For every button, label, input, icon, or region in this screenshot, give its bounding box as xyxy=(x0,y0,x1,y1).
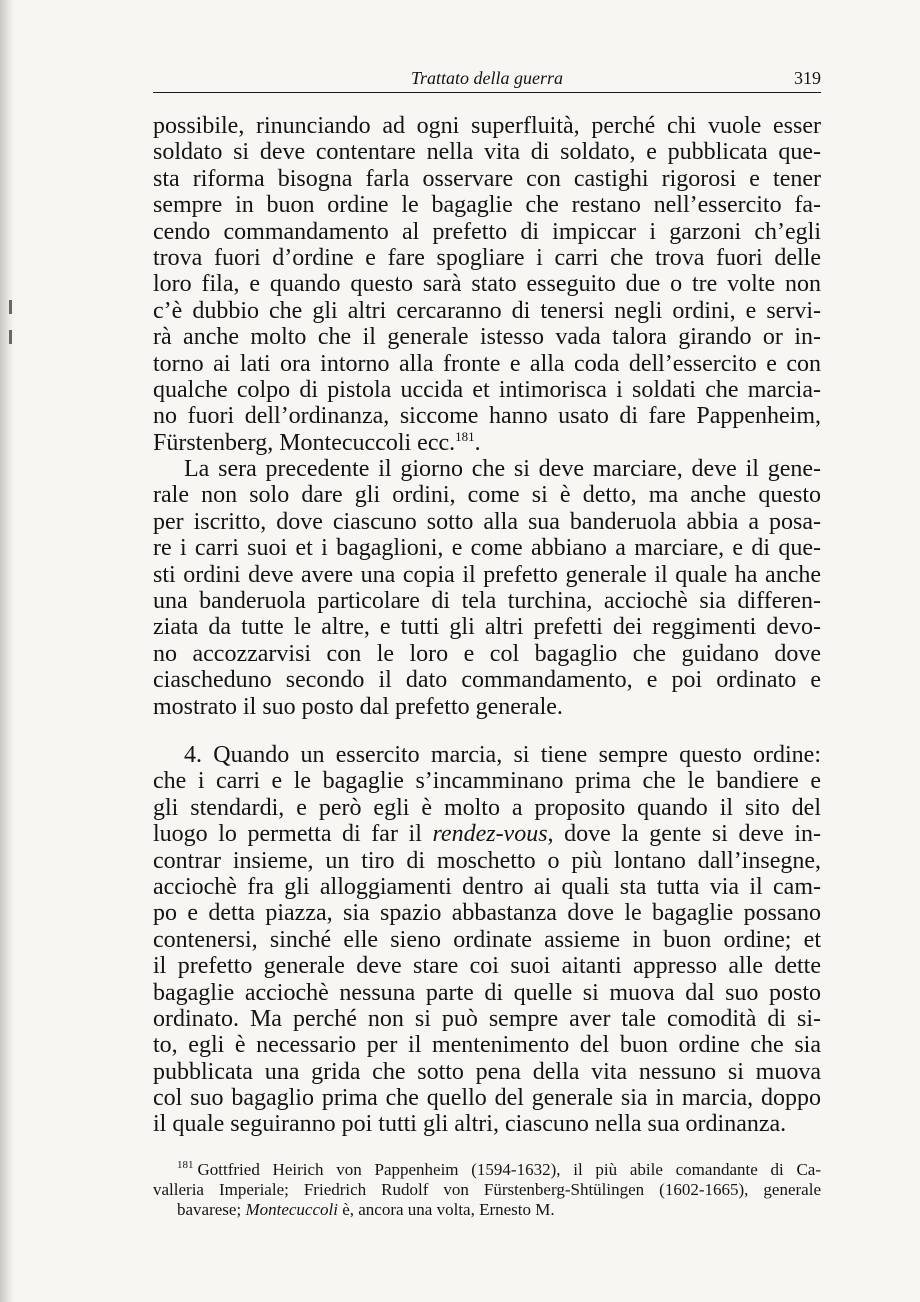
text-line: che i carri e le bagaglie s’incamminano prima che le bandiere e xyxy=(153,768,821,795)
text-line: rà anche molto che il generale istesso vada talora girando or in- xyxy=(153,324,821,351)
footnote-line xyxy=(153,1160,821,1180)
text-line: cendo commandamento al prefetto di impiccar i garzoni ch’egli xyxy=(153,218,821,245)
page-edge-shadow xyxy=(0,0,14,1302)
text-line: il quale seguiranno poi tutti gli altri, ciascuno nella sua ordinanza. xyxy=(153,1111,787,1138)
text-line xyxy=(153,430,821,456)
footnote-block xyxy=(153,1160,821,1219)
italic-term: rendez-vous xyxy=(432,821,548,848)
text-line: sta riforma bisogna farla osservare con castighi rigorosi e tener xyxy=(153,165,821,192)
italic-term: Montecuccoli xyxy=(245,1199,338,1219)
text-line: La sera precedente il giorno che si deve marciare, deve il gene- xyxy=(184,456,821,483)
text-line: soldato si deve contentare nella vita di soldato, e pubblicata que- xyxy=(153,139,821,166)
text-line: ziata da tutte le altre, e tutti gli altri prefetti dei reggimenti devo- xyxy=(153,614,821,641)
text-line: per iscritto, dove ciascuno sotto alla sua banderuola abbia a posa- xyxy=(153,508,821,535)
text-line: ciascheduno secondo il dato commandamento, e poi ordinato e xyxy=(153,667,821,694)
text-line: possibile, rinunciando ad ogni superfluità, perché chi vuole esser xyxy=(153,113,821,139)
footnote-reference: 181 xyxy=(455,428,475,444)
text-line: acciochè fra gli alloggiamenti dentro ai quali sta tutta via il cam- xyxy=(153,873,821,900)
text-line: pubblicata una grida che sotto pena della vita nessuno si muova xyxy=(153,1058,821,1085)
text-line: to, egli è necessario per il mentenimento del buon ordine che sia xyxy=(153,1032,821,1059)
text-fragment: bavarese; xyxy=(177,1199,246,1219)
text-fragment: è, ancora una volta, Ernesto M. xyxy=(337,1199,555,1219)
margin-speck xyxy=(9,330,12,344)
text-line: bagaglie acciochè nessuna parte di quelle si muova dal suo posto xyxy=(153,979,821,1006)
text-line: loro fila, e quando questo sarà stato esseguito due o tre volte non xyxy=(153,271,821,298)
paragraph xyxy=(153,456,821,720)
text-line xyxy=(153,821,821,847)
text-line: contrar insieme, un tiro di moschetto o più lontano dall’insegne, xyxy=(153,847,821,874)
text-line: una banderuola particolare di tela turchina, acciochè sia differen- xyxy=(153,588,821,615)
text-line: po e detta piazza, sia spazio abbastanza dove le bagaglie possano xyxy=(153,900,821,927)
text-line: sempre in buon ordine le bagaglie che restano nell’essercito fa- xyxy=(153,192,821,219)
text-line: il prefetto generale deve stare coi suoi aitanti appresso alle dette xyxy=(153,953,821,980)
text-line: qualche colpo di pistola uccida et intimorisca i soldati che marcia- xyxy=(153,376,821,403)
text-line: trova fuori d’ordine e fare spogliare i carri che trova fuori delle xyxy=(153,244,821,271)
page-number: 319 xyxy=(794,68,821,88)
text-line: torno ai lati ora intorno alla fronte e alla coda dell’essercito e con xyxy=(153,350,821,377)
footnote-line xyxy=(153,1200,821,1220)
text-fragment: . xyxy=(474,429,481,456)
margin-speck xyxy=(9,300,12,314)
text-line: no accozzarvisi con le loro e col bagaglio che guidano dove xyxy=(153,640,821,667)
text-line: 4. Quando un essercito marcia, si tiene sempre questo ordine: xyxy=(184,741,821,768)
page-header xyxy=(153,66,821,93)
text-line: c’è dubbio che gli altri cercaranno di tenersi negli ordini, e servi- xyxy=(153,297,821,324)
text-fragment: Fürstenberg, Montecuccoli ecc. xyxy=(153,429,456,456)
footnote-line: valleria Imperiale; Friedrich Rudolf von Fürstenberg-Shtülingen (1602-1665), generale xyxy=(153,1179,821,1199)
text-line: re i carri suoi et i bagaglioni, e come abbiano a marciare, e di que- xyxy=(153,535,821,562)
text-line: sti ordini deve avere una copia il prefetto generale il quale ha anche xyxy=(153,561,821,588)
section-gap xyxy=(153,720,821,742)
footnote-number: 181 xyxy=(177,1159,194,1172)
running-title: Trattato della guerra xyxy=(410,68,563,88)
text-line: rale non solo dare gli ordini, come si è detto, ma anche questo xyxy=(153,482,821,509)
paragraph xyxy=(153,742,821,1138)
text-line: no fuori dell’ordinanza, siccome hanno usato di fare Pappenheim, xyxy=(153,403,821,430)
text-line: mostrato il suo posto dal prefetto generale. xyxy=(153,693,563,720)
text-line: ordinato. Ma perché non si può sempre aver tale comodità di si- xyxy=(153,1005,821,1032)
text-fragment: , dove la gente si deve in- xyxy=(547,821,821,848)
main-text xyxy=(153,113,821,1138)
text-line: contenersi, sinché elle sieno ordinate assieme in buon ordine; et xyxy=(153,926,821,953)
paragraph xyxy=(153,113,821,456)
text-line: col suo bagaglio prima che quello del generale sia in marcia, doppo xyxy=(153,1085,821,1112)
text-fragment: Gottfried Heirich von Pappenheim (1594-1632), il più abile comandante di Ca- xyxy=(197,1160,821,1179)
text-line: gli stendardi, e però egli è molto a proposito quando il sito del xyxy=(153,794,821,821)
text-fragment: luogo lo permetta di far il xyxy=(153,821,433,848)
